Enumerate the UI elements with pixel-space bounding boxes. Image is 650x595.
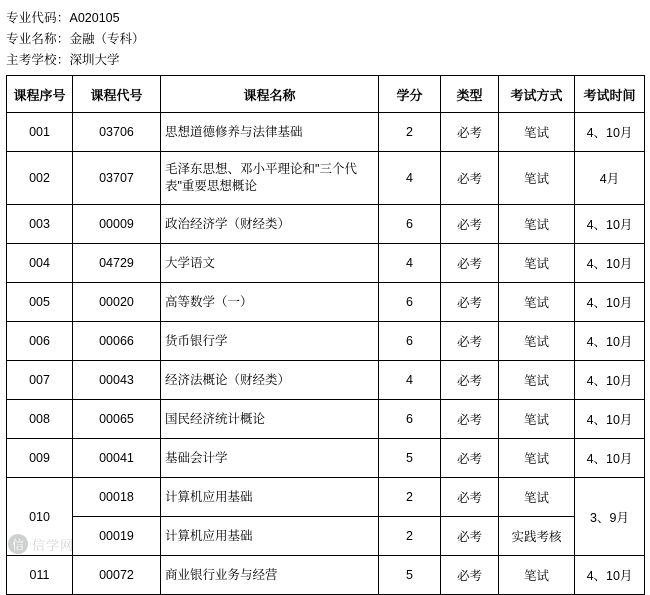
column-header-name: 课程名称 — [161, 76, 379, 113]
cell-mode: 笔试 — [499, 478, 575, 517]
cell-credit: 4 — [379, 244, 441, 283]
cell-type: 必考 — [441, 556, 499, 595]
cell-code: 00043 — [73, 361, 161, 400]
cell-type: 必考 — [441, 205, 499, 244]
cell-mode: 笔试 — [499, 400, 575, 439]
document-meta — [6, 8, 644, 71]
cell-type: 必考 — [441, 439, 499, 478]
cell-num: 003 — [7, 205, 73, 244]
table-row — [7, 400, 645, 439]
cell-time: 4月 — [575, 152, 645, 205]
cell-code: 00020 — [73, 283, 161, 322]
column-header-code: 课程代号 — [73, 76, 161, 113]
cell-num: 006 — [7, 322, 73, 361]
cell-code: 00009 — [73, 205, 161, 244]
cell-type: 必考 — [441, 322, 499, 361]
cell-credit: 6 — [379, 205, 441, 244]
cell-num: 008 — [7, 400, 73, 439]
cell-type: 必考 — [441, 244, 499, 283]
cell-num: 004 — [7, 244, 73, 283]
table-row — [7, 152, 645, 205]
cell-name: 大学语文 — [161, 244, 379, 283]
cell-num: 009 — [7, 439, 73, 478]
column-header-mode: 考试方式 — [499, 76, 575, 113]
cell-time: 4、10月 — [575, 113, 645, 152]
cell-credit: 5 — [379, 439, 441, 478]
meta-value-school: 深圳大学 — [69, 53, 120, 67]
column-header-num: 课程序号 — [7, 76, 73, 113]
table-row — [7, 244, 645, 283]
cell-type: 必考 — [441, 361, 499, 400]
cell-time: 3、9月 — [575, 478, 645, 556]
cell-time: 4、10月 — [575, 205, 645, 244]
meta-label-school: 主考学校： — [6, 53, 70, 67]
cell-time: 4、10月 — [575, 283, 645, 322]
cell-num: 002 — [7, 152, 73, 205]
cell-name: 国民经济统计概论 — [161, 400, 379, 439]
cell-credit: 6 — [379, 400, 441, 439]
cell-name: 商业银行业务与经营 — [161, 556, 379, 595]
course-table — [6, 75, 645, 595]
cell-time: 4、10月 — [575, 400, 645, 439]
cell-time: 4、10月 — [575, 439, 645, 478]
cell-mode: 笔试 — [499, 439, 575, 478]
meta-value-major-name: 金融（专科） — [69, 32, 145, 46]
watermark-text: 信学网 — [32, 537, 75, 553]
cell-type: 必考 — [441, 400, 499, 439]
cell-time: 4、10月 — [575, 244, 645, 283]
cell-type: 必考 — [441, 478, 499, 517]
cell-code: 03706 — [73, 113, 161, 152]
cell-time: 4、10月 — [575, 556, 645, 595]
cell-mode: 笔试 — [499, 205, 575, 244]
cell-name: 经济法概论（财经类） — [161, 361, 379, 400]
meta-row-school — [6, 50, 644, 71]
cell-credit: 2 — [379, 113, 441, 152]
cell-num: 011 — [7, 556, 73, 595]
cell-code: 00065 — [73, 400, 161, 439]
meta-row-major-name — [6, 29, 644, 50]
meta-label-major-name: 专业名称： — [6, 32, 70, 46]
cell-time: 4、10月 — [575, 322, 645, 361]
table-row — [7, 113, 645, 152]
cell-credit: 4 — [379, 152, 441, 205]
cell-num: 007 — [7, 361, 73, 400]
watermark-logo-icon: 信 — [8, 534, 28, 554]
meta-row-major-code — [6, 8, 644, 29]
cell-num: 001 — [7, 113, 73, 152]
cell-code: 00041 — [73, 439, 161, 478]
table-row — [7, 322, 645, 361]
column-header-time: 考试时间 — [575, 76, 645, 113]
cell-mode: 笔试 — [499, 113, 575, 152]
table-row — [7, 283, 645, 322]
cell-mode: 笔试 — [499, 322, 575, 361]
cell-num: 010 — [7, 478, 73, 556]
cell-num: 005 — [7, 283, 73, 322]
column-header-credit: 学分 — [379, 76, 441, 113]
cell-credit: 4 — [379, 361, 441, 400]
cell-mode: 笔试 — [499, 244, 575, 283]
cell-name: 计算机应用基础 — [161, 478, 379, 517]
cell-mode: 笔试 — [499, 556, 575, 595]
meta-value-major-code: A020105 — [69, 11, 120, 25]
meta-label-major-code: 专业代码： — [6, 11, 70, 25]
cell-type: 必考 — [441, 152, 499, 205]
cell-name: 思想道德修养与法律基础 — [161, 113, 379, 152]
cell-time: 4、10月 — [575, 361, 645, 400]
cell-code: 00072 — [73, 556, 161, 595]
table-row — [7, 478, 645, 517]
cell-name: 计算机应用基础 — [161, 517, 379, 556]
cell-name: 货币银行学 — [161, 322, 379, 361]
cell-code: 00066 — [73, 322, 161, 361]
column-header-type: 类型 — [441, 76, 499, 113]
cell-credit: 6 — [379, 322, 441, 361]
table-row — [7, 439, 645, 478]
cell-name: 毛泽东思想、邓小平理论和"三个代表"重要思想概论 — [161, 152, 379, 205]
cell-type: 必考 — [441, 113, 499, 152]
cell-credit: 5 — [379, 556, 441, 595]
cell-credit: 6 — [379, 283, 441, 322]
cell-code: 04729 — [73, 244, 161, 283]
cell-credit: 2 — [379, 478, 441, 517]
table-row — [7, 517, 645, 556]
cell-type: 必考 — [441, 517, 499, 556]
cell-type: 必考 — [441, 283, 499, 322]
cell-name: 高等数学（一） — [161, 283, 379, 322]
cell-name: 政治经济学（财经类） — [161, 205, 379, 244]
table-header-row — [7, 76, 645, 113]
cell-code: 03707 — [73, 152, 161, 205]
cell-mode: 笔试 — [499, 283, 575, 322]
cell-code: 00019 — [73, 517, 161, 556]
cell-mode: 笔试 — [499, 152, 575, 205]
table-row — [7, 361, 645, 400]
cell-mode: 笔试 — [499, 361, 575, 400]
table-row — [7, 205, 645, 244]
table-row — [7, 556, 645, 595]
cell-credit: 2 — [379, 517, 441, 556]
cell-mode: 实践考核 — [499, 517, 575, 556]
cell-code: 00018 — [73, 478, 161, 517]
cell-name: 基础会计学 — [161, 439, 379, 478]
